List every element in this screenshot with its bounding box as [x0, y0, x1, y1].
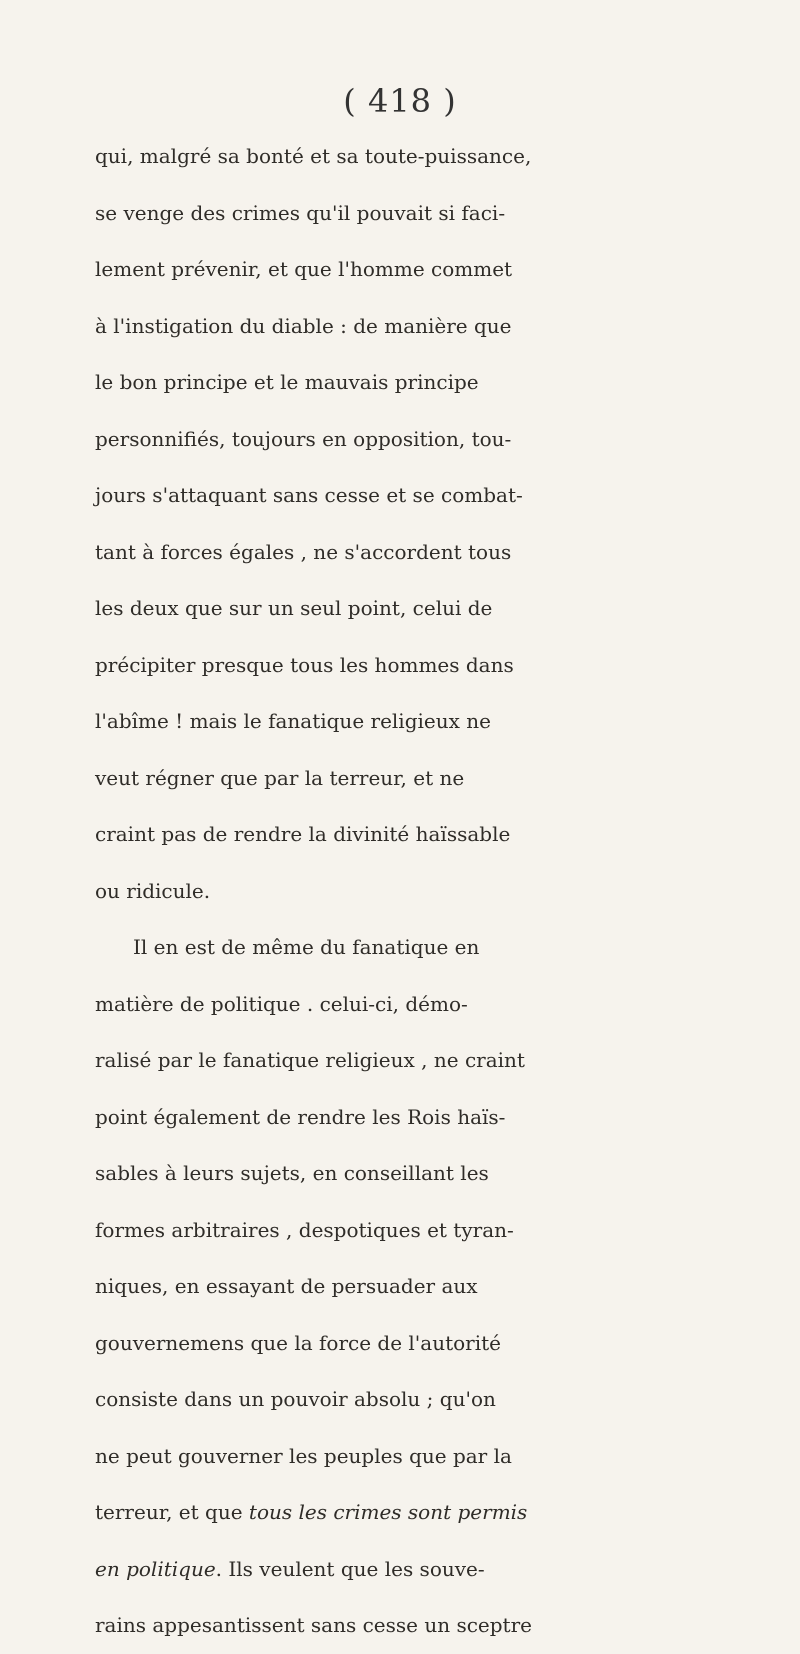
text-line: ralisé par le fanatique religieux , ne craint — [95, 1048, 525, 1072]
text-line: le bon principe et le mauvais principe — [95, 370, 479, 394]
text-line: sables à leurs sujets, en conseillant les — [95, 1161, 489, 1185]
text-line: point également de rendre les Rois haïs- — [95, 1104, 506, 1129]
body-text — [95, 128, 795, 1654]
italic-phrase: tous les crimes sont permis — [248, 1500, 528, 1524]
text-line: qui, malgré sa bonté et sa toute-puissance, — [95, 144, 532, 168]
text-line: ou ridicule. — [95, 878, 211, 903]
text-line: l'abîme ! mais le fanatique religieux ne — [95, 709, 491, 733]
text-line: les deux que sur un seul point, celui de — [95, 596, 493, 620]
text-line: se venge des crimes qu'il pouvait si faci- — [95, 200, 506, 225]
text-line: ne peut gouverner les peuples que par la — [95, 1443, 512, 1468]
text-line: jours s'attaquant sans cesse et se combat- — [95, 483, 523, 507]
text-line: tant à forces égales , ne s'accordent tous — [95, 539, 512, 564]
paragraph-start-line: Il en est de même du fanatique en — [133, 935, 480, 959]
text-line: consiste dans un pouvoir absolu ; qu'on — [95, 1387, 496, 1411]
text-line: gouvernemens que la force de l'autorité — [95, 1330, 501, 1355]
text-segment: terreur, et que — [95, 1500, 249, 1524]
italic-phrase: en politique — [95, 1556, 216, 1581]
text-line: niques, en essayant de persuader aux — [95, 1274, 478, 1298]
text-line — [95, 1541, 795, 1598]
text-line: matière de politique . celui-ci, démo- — [95, 991, 468, 1016]
text-line: lement prévenir, et que l'homme commet — [95, 257, 513, 281]
text-line — [95, 1484, 795, 1541]
page-number: ( 418 ) — [343, 82, 457, 120]
text-segment: . Ils veulent que les souve- — [215, 1556, 485, 1581]
text-line: formes arbitraires , despotiques et tyran- — [95, 1217, 514, 1242]
text-line: rains appesantissent sans cesse un sceptre — [95, 1613, 532, 1637]
text-line: précipiter presque tous les hommes dans — [95, 652, 514, 677]
text-line: veut régner que par la terreur, et ne — [95, 765, 465, 790]
text-line: craint pas de rendre la divinité haïssable — [95, 822, 511, 846]
text-line: à l'instigation du diable : de manière que — [95, 313, 512, 338]
text-line: personnifiés, toujours en opposition, tou- — [95, 426, 512, 451]
